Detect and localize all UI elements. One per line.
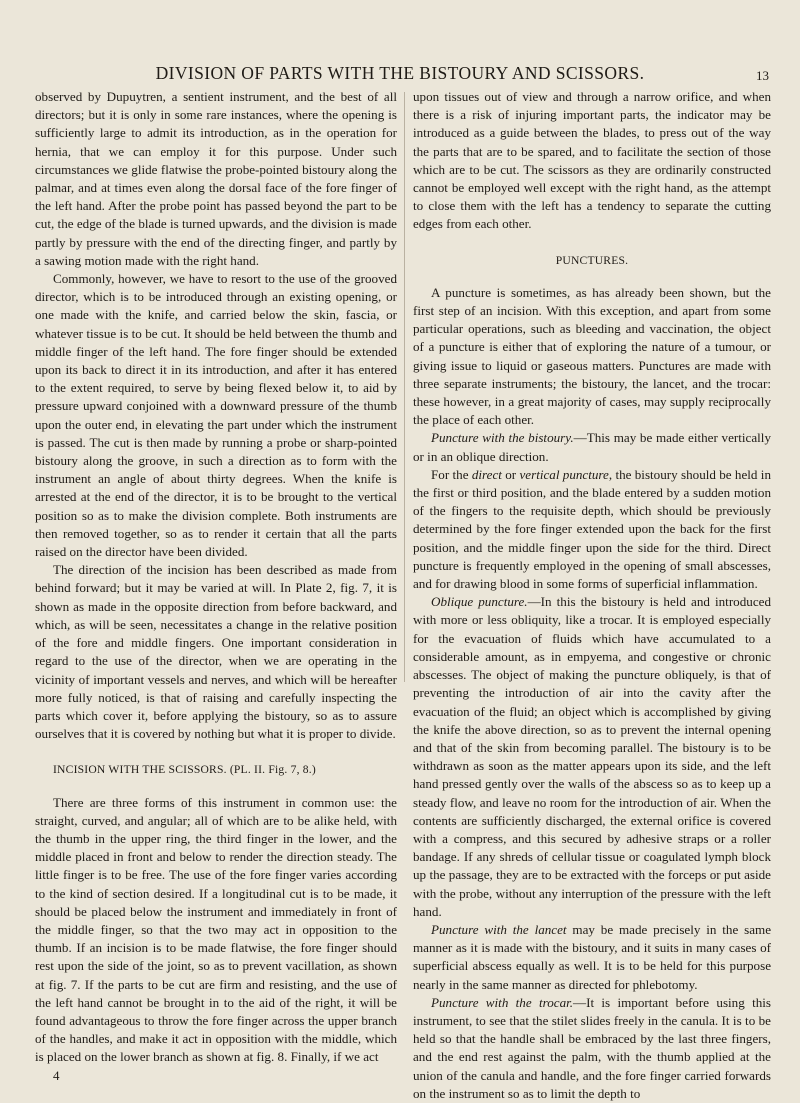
paragraph-text: may be made precisely in the same manner as it is made with the bistoury, and it suits in many cases of superficial abscess equally as well. It is to be held for this purpose nearly in the same manner as directed for phlebotomy. xyxy=(413,921,772,992)
paragraph-text: For the xyxy=(431,466,472,482)
left-column xyxy=(35,88,397,1085)
signature-mark: 4 xyxy=(53,1067,60,1083)
subheading-bistoury: Puncture with the bistoury. xyxy=(431,430,574,446)
column-divider xyxy=(404,92,405,682)
paragraph-text: —It is important before using this instrument, to see that the stilet slides freely in the canula. It is to be held so that the handle shall be embraced by the last three fingers, and the end rest against the palm, with the thumb applied at the union of the canula and handle, and the fore finger carried forwards on the instrument so as to limit the depth to xyxy=(413,994,771,1101)
paragraph-text: or xyxy=(501,466,520,482)
running-head: DIVISION OF PARTS WITH THE BISTOURY AND SCISSORS. xyxy=(155,63,645,83)
paragraph-text: , the bistoury should be held in the first or third position, and the blade entered by a sudden motion of the fingers to the requisite depth, which should be previously determined by the fore finger extended upon the back for the first position, and the middle finger upon the side for the third. Direct puncture is frequently employed in the opening of small abscesses, and for drawing blood in some forms of superficial inflammation. xyxy=(413,466,771,592)
section-heading-scissors: INCISION WITH THE SCISSORS. (PL. II. Fig. 7, 8.) xyxy=(53,763,316,777)
subheading-trocar: Puncture with the trocar. xyxy=(431,994,574,1010)
section-heading-punctures: PUNCTURES. xyxy=(555,253,629,267)
right-column xyxy=(413,88,771,1103)
emphasis-vertical: vertical puncture xyxy=(519,466,609,482)
right-paragraph-6 xyxy=(413,921,771,994)
right-paragraph-7 xyxy=(413,994,771,1103)
left-paragraph-2: Commonly, however, we have to resort to the use of the grooved director, which is to be introduced through an existing opening, or one made with the knife, and carried below the skin, fascia, or whatever tissue is to be cut. It should be held between the thumb and middle finger of the left hand. The fore finger should be extended upon its back to direct it in its introduction, and after it has entered to the extent required, to serve by being flexed below it, to aid by pressure upward conjoined with a downward pressure of the thumb upon the outer end, in elevating the part under which the instrument is passed. The cut is then made by running a probe or sharp-pointed bistoury along the groove, in such a direction as to form with the instrument an angle of about thirty degrees. When the knife is arrested at the end of the director, it is to be brought to the vertical position so as to make the division complete. Both instruments are then removed together, so as to render it certain that all the parts raised on the director have been divided. xyxy=(35,271,397,560)
subheading-lancet: Puncture with the lancet xyxy=(431,921,567,937)
right-paragraph-5 xyxy=(413,593,771,921)
right-paragraph-1: upon tissues out of view and through a narrow orifice, and when there is a risk of injuring important parts, the indicator may be introduced as a guide between the blades, to press out of the way the parts that are to be spared, and to facilitate the section of those which are to be cut. The scissors as they are ordinarily constructed cannot be employed well except with the right hand, as the attempt to close them with the left has a tendency to separate the cutting edges from each other. xyxy=(413,89,771,232)
page-number: 13 xyxy=(756,68,769,83)
right-paragraph-4 xyxy=(413,466,771,593)
left-paragraph-3: The direction of the incision has been described as made from behind forward; but it may be varied at will. In Plate 2, fig. 7, it is shown as made in the opposite direction from before backward, and which, as will be seen, necessitates a change in the relative position of the fore and middle fingers. One important consideration in regard to the use of the director, when we are operating in the vicinity of important vessels and nerves, and which will be hereafter more fully noticed, is that of raising and carefully inspecting the parts which cover it, before applying the bistoury, so as to assure ourselves that it is covered by nothing but what it is proper to divide. xyxy=(35,562,397,742)
right-paragraph-3 xyxy=(413,429,771,465)
subheading-oblique: Oblique puncture. xyxy=(431,594,528,610)
right-paragraph-2: A puncture is sometimes, as has already been shown, but the first step of an incision. With this exception, and apart from some particular operations, such as bleeding and vaccination, the object of a puncture is either that of exploring the nature of a tumour, or giving issue to liquid or gaseous matters. Punctures are made with three separate instruments; the bistoury, the lancet, and the trocar: these however, in a great majority of cases, may supply reciprocally the place of each other. xyxy=(413,284,771,428)
paragraph-text: —This may be made either vertically or in an oblique direction. xyxy=(413,430,771,464)
emphasis-direct: direct xyxy=(471,466,502,482)
left-paragraph-1: observed by Dupuytren, a sentient instrument, and the best of all directors; but it is only in some rare instances, where the opening is sufficiently large to admit its introduction, as in the operation for hernia, that we can employ it for this purpose. Under such circumstances we glide flatwise the probe-pointed bistoury along the palmar, and at times even along the dorsal face of the fore finger of the left hand. After the probe point has passed beyond the part to be cut, the edge of the blade is turned upwards, and the division is made partly by pressure with the end of the directing finger, and partly by a sawing motion made with the right hand. xyxy=(35,89,397,268)
paragraph-text: —In this the bistoury is held and introduced with more or less obliquity, like a trocar. It is employed especially for the evacuation of fluids which have accumulated to a considerable amount, as in empyema, and congestive or chronic abscesses. The object of making the puncture obliquely, is that of preventing the introduction of air into the cavity after the evacuation of the fluid; an object which is accomplished by giving the knife the above direction, so as to prevent the internal opening and that of the skin from becoming parallel. The bistoury is to be withdrawn as soon as the matter appears upon its side, and the left hand pressed gently over the walls of the abscess so as to keep up a steady flow, and leave no room for the introduction of air. When the contents are sufficiently discharged, the external orifice is covered with a compress, and this secured by adhesive straps or a roller bandage. If any shreds of cellular tissue or coagulated lymph block up the passage, they are to be extracted with the forceps or put aside with the probe, without any interruption of the pressure with the left hand. xyxy=(413,594,771,919)
left-paragraph-4: There are three forms of this instrument in common use: the straight, curved, and angular; all of which are to be alike held, with the thumb in the upper ring, the third finger in the lower, and the middle placed in front and below to render the direction steady. The little finger is to be free. The use of the fore finger varies according to the kind of section desired. If a longitudinal cut is to be made, it should be placed below the instrument and immediately in front of the middle finger, so that the two may act in opposition to the thumb. If an incision is to be made flatwise, the fore finger should rest upon the side of the joint, so as to prevent vacillation, as shown at fig. 7. If the parts to be cut are firm and resisting, and the use of the left hand cannot be brought in to the aid of the right, it will be found advantageous to throw the fore finger across the upper branch of the handles, and make it act in opposition with the middle, which is placed on the lower branch as shown at fig. 8. Finally, if we act xyxy=(35,794,397,1065)
